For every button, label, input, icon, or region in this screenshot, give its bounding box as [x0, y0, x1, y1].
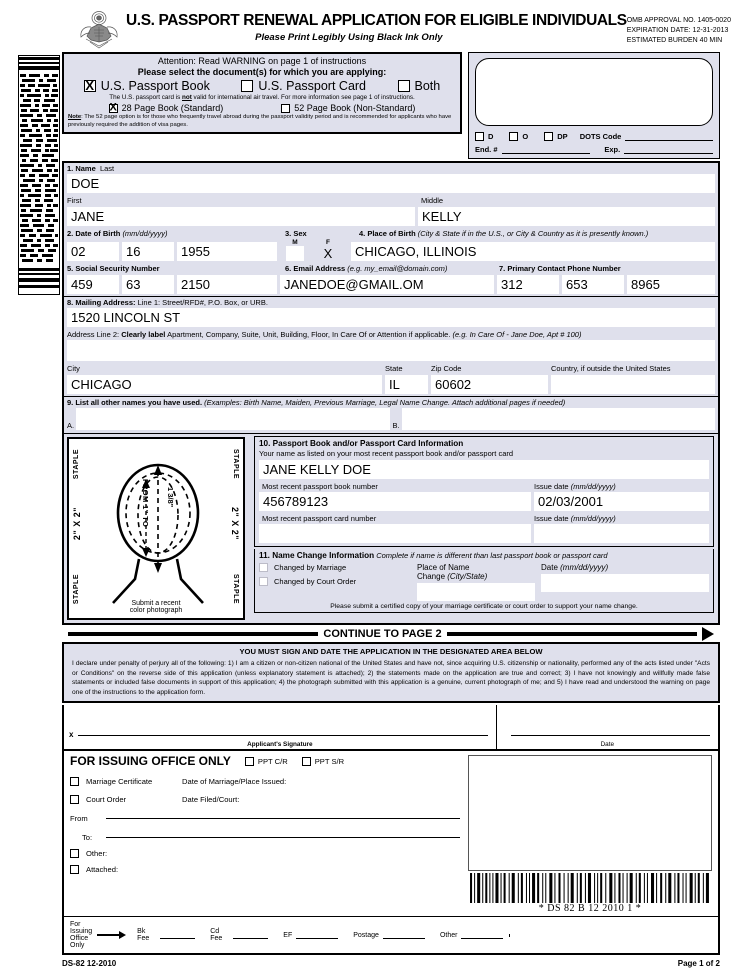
page-subtitle: Please Print Legibly Using Black Ink Only	[255, 32, 443, 43]
date-label-text: Date	[541, 562, 558, 572]
checkbox-passport-card[interactable]	[241, 79, 366, 93]
select-instruction: Please select the document(s) for which you are applying:	[137, 67, 387, 77]
name-change-date-input[interactable]	[541, 574, 709, 592]
marriage-date-label: Date of Marriage/Place Issued:	[182, 777, 287, 787]
exp-label: Exp.	[604, 145, 621, 154]
other-name-a-input[interactable]	[76, 408, 389, 430]
page28-checkbox-icon[interactable]	[109, 104, 118, 113]
addr2-a: Address Line 2:	[67, 329, 122, 339]
court-order-row[interactable]	[70, 795, 460, 804]
dob-month-input[interactable]: 02	[67, 242, 119, 261]
declaration-heading: YOU MUST SIGN AND DATE THE APPLICATION IN THE DESIGNATED AREA BELOW	[239, 647, 543, 656]
ssn-part2-input[interactable]: 63	[122, 275, 174, 294]
changed-by-marriage-checkbox-icon[interactable]	[259, 563, 268, 572]
court-date-label: Date Filed/Court:	[182, 795, 240, 805]
addr2-c: Apartment, Company, Suite, Unit, Building, Floor, In Care Of or Attention if applicable.	[165, 329, 453, 339]
city-label: City	[64, 363, 382, 374]
email-input[interactable]: JANEDOE@GMAIL.OM	[280, 275, 494, 294]
fee-barcode-cell	[509, 934, 718, 937]
dots-dp-checkbox-icon[interactable]	[544, 132, 553, 141]
dob-year-input[interactable]: 1955	[177, 242, 277, 261]
sex-f-input[interactable]: X	[323, 246, 333, 262]
dots-o-label: O	[522, 132, 529, 141]
photo-placeholder-box[interactable]	[67, 437, 245, 620]
attached-row[interactable]	[70, 865, 460, 874]
fee-postage[interactable]	[353, 931, 425, 939]
form-header	[0, 0, 736, 52]
issuing-office-notes-box[interactable]	[468, 755, 712, 871]
applicant-signature-cell[interactable]	[64, 705, 497, 749]
passport-book-checkbox-icon[interactable]	[84, 80, 96, 92]
country-input[interactable]	[551, 375, 715, 394]
form-id: DS-82 12-2010	[62, 959, 117, 968]
page52-checkbox-icon[interactable]	[281, 104, 290, 113]
to-row[interactable]	[70, 833, 460, 842]
fee-ef-label: EF	[283, 931, 293, 939]
page52-label: 52 Page Book (Non-Standard)	[294, 103, 416, 113]
pob-hint: (City & State if in the U.S., or City & Country as it is presently known.)	[417, 228, 649, 238]
mailing-address-label	[64, 296, 718, 308]
from-input-line[interactable]	[106, 818, 460, 819]
phone-label-text: 7. Primary Contact Phone Number	[499, 264, 621, 274]
changed-by-marriage-label: Changed by Marriage	[274, 562, 347, 572]
signature-date-line	[511, 735, 710, 736]
court-order-checkbox-icon[interactable]	[70, 795, 79, 804]
signature-x-mark: x	[69, 730, 74, 740]
page28-label: 28 Page Book (Standard)	[121, 103, 224, 113]
dots-d-checkbox-icon[interactable]	[475, 132, 484, 141]
marriage-certificate-row[interactable]	[70, 777, 460, 786]
other-row[interactable]	[70, 849, 460, 858]
fee-cd[interactable]	[210, 928, 268, 942]
from-row[interactable]	[70, 814, 460, 823]
fee-bk[interactable]	[137, 928, 195, 942]
to-input-line[interactable]	[106, 837, 460, 838]
fee-row	[64, 916, 718, 953]
fee-bk-label: Bk Fee	[137, 928, 150, 943]
marriage-certificate-checkbox-icon[interactable]	[70, 777, 79, 786]
dots-code-label: DOTS Code	[579, 132, 622, 141]
passport-card-note: The U.S. passport card is not valid for international air travel. For more information see page 1 of instructions.	[109, 94, 415, 101]
passport-info-title: 10. Passport Book and/or Passport Card Information	[259, 439, 464, 448]
omb-approval: OMB APPROVAL NO. 1405-0020	[626, 17, 731, 24]
declaration-body: I declare under penalty of perjury all of the following: 1) I am a citizen or non-citizen national of the United States and have not, since acquiring U.S. citizenship or nationality, performed any of the acts listed under "Acts or Conditions" on the reverse side of this application (unless explanatory statement is attached); 2) the statements made on the application are true and correct; 3) I have not knowingly and willfully made false statements or included false documents in support of this application; 4) the photograph submitted with this application is a genuine, current photograph of me; and 5) I have read and understood the warning on page one of the instructions to the application form.	[72, 660, 710, 696]
dob-format-hint: (mm/dd/yyyy)	[122, 228, 168, 238]
book-issue-date-input[interactable]: 02/03/2001	[534, 492, 709, 511]
name-change-hint: Complete if name is different than last passport book or passport card	[376, 551, 608, 561]
passport-and-namechange-column	[254, 434, 718, 623]
fee-prefix-label: For Issuing Office Only	[70, 921, 93, 950]
phone-prefix-input[interactable]: 653	[562, 275, 624, 294]
dots-code-input[interactable]	[625, 133, 713, 141]
city-input[interactable]: CHICAGO	[67, 375, 382, 394]
dots-dp-label: DP	[557, 132, 568, 141]
office-stamp-oval	[475, 58, 713, 126]
checkbox-28-page-book[interactable]	[109, 103, 224, 113]
name-change-date-label	[541, 563, 709, 572]
changed-by-court-row[interactable]	[259, 577, 411, 586]
note-label: Note	[68, 114, 82, 120]
book-number-input[interactable]: 456789123	[259, 492, 531, 511]
phone-area-input[interactable]: 312	[497, 275, 559, 294]
continue-rule-right	[447, 632, 697, 636]
staple-label-tr: STAPLE	[232, 449, 239, 480]
staple-label-tl: STAPLE	[73, 449, 80, 480]
photo-caption-line1: Submit a recent	[131, 600, 181, 607]
ppt-cr-label: PPT C/R	[257, 756, 288, 766]
name-change-title-row	[255, 549, 713, 562]
name-last-text: Last	[99, 164, 115, 173]
us-great-seal-icon	[78, 6, 120, 50]
attention-text: Attention: Read WARNING on page 1 of instructions	[157, 56, 367, 66]
card-issue-date-input[interactable]	[534, 524, 709, 543]
photo-from-text: FROM 1" TO	[141, 479, 150, 528]
declaration-block	[62, 642, 720, 703]
end-number-label: End. #	[475, 145, 498, 154]
dots-code-block	[462, 52, 720, 159]
page-number: Page 1 of 2	[677, 959, 720, 968]
signature-row	[64, 705, 718, 751]
card-issue-label-text: Issue date	[534, 514, 569, 523]
book-issue-hint: (mm/dd/yyyy)	[570, 481, 616, 491]
book-issue-label-text: Issue date	[534, 481, 569, 491]
pob-label	[356, 228, 718, 239]
book-issue-label	[531, 481, 709, 492]
addr2-d: (e.g. In Care Of - Jane Doe, Apt # 100)	[452, 329, 582, 339]
middle-name-input[interactable]: KELLY	[418, 207, 715, 226]
ppt-cr-checkbox-icon[interactable]	[245, 757, 254, 766]
page-title: U.S. PASSPORT RENEWAL APPLICATION FOR ELIGIBLE INDIVIDUALS	[126, 12, 627, 29]
dob-day-input[interactable]: 16	[122, 242, 174, 261]
address-line1-input[interactable]: 1520 LINCOLN ST	[67, 308, 715, 327]
place-of-birth-input[interactable]: CHICAGO, ILLINOIS	[351, 242, 715, 261]
signature-and-office-block	[62, 705, 720, 955]
arrow-right-small-icon	[97, 931, 126, 939]
changed-by-marriage-row[interactable]	[259, 563, 411, 572]
applicant-info-block	[62, 161, 720, 625]
other-label: Other:	[86, 849, 108, 859]
changed-by-court-label: Changed by Court Order	[274, 576, 357, 586]
ssn-label	[64, 263, 282, 274]
checkbox-both[interactable]	[398, 79, 441, 93]
photo-height-text: 1 3/8"	[166, 487, 175, 508]
court-order-label: Court Order	[86, 795, 127, 805]
checkbox-52-page-book[interactable]	[281, 103, 415, 113]
email-label	[282, 263, 496, 274]
sex-m-label: M	[292, 239, 298, 247]
mailing-address-label-rest: Line 1: Street/RFD#, P.O. Box, or URB.	[135, 297, 268, 307]
passport-card-checkbox-icon[interactable]	[241, 80, 253, 92]
to-label: To:	[82, 833, 93, 843]
ssn-label-text: 5. Social Security Number	[67, 264, 160, 274]
signature-line	[78, 735, 488, 736]
passport-card-label: U.S. Passport Card	[258, 79, 367, 93]
from-label: From	[70, 814, 88, 824]
card-issue-label	[531, 513, 709, 524]
other-name-a-label: A.	[67, 421, 75, 430]
middle-name-label: Middle	[418, 195, 718, 206]
card-number-label: Most recent passport card number	[259, 513, 531, 524]
card-number-input[interactable]	[259, 524, 531, 543]
photo-size-left: 2" X 2"	[72, 507, 82, 541]
issuing-office-title: FOR ISSUING OFFICE ONLY	[70, 754, 231, 769]
omb-info	[627, 6, 736, 46]
signature-date-cell[interactable]	[497, 705, 718, 749]
omb-expiration: EXPIRATION DATE: 12-31-2013	[626, 27, 729, 35]
other-name-b-input[interactable]	[402, 408, 715, 430]
other-names-label	[64, 396, 718, 408]
passport-name-input[interactable]: JANE KELLY DOE	[259, 460, 709, 479]
exp-input[interactable]	[624, 146, 713, 154]
card-issue-hint: (mm/dd/yyyy)	[570, 514, 616, 523]
fee-cd-label: Cd Fee	[210, 928, 223, 943]
marriage-certificate-label: Marriage Certificate	[86, 777, 153, 787]
ssn-part1-input[interactable]: 459	[67, 275, 119, 294]
fee-other-label: Other	[439, 931, 458, 939]
name-last-label	[64, 163, 718, 174]
date-hint: (mm/dd/yyyy)	[560, 562, 609, 572]
arrow-right-icon	[702, 627, 714, 641]
end-number-input[interactable]	[502, 146, 591, 154]
changed-by-court-checkbox-icon[interactable]	[259, 577, 268, 586]
barcode-text: * DS 82 B 12 2010 1 *	[538, 903, 642, 915]
book-number-label: Most recent passport book number	[259, 481, 531, 492]
other-name-b-label: B.	[392, 421, 400, 430]
dob-item-number: 2. Date of Birth	[67, 228, 121, 238]
continue-to-page-2-bar	[62, 625, 720, 641]
sex-f-label: F	[326, 239, 330, 247]
place-of-name-change-label	[417, 563, 535, 581]
ppt-sr-row[interactable]	[302, 757, 344, 766]
dots-d-label: D	[488, 132, 494, 141]
sex-m-input[interactable]	[286, 246, 304, 261]
both-label: Both	[414, 79, 441, 93]
form-barcode	[468, 873, 712, 903]
passport-book-label: U.S. Passport Book	[100, 79, 210, 93]
place-label-text: Place of Name Change	[417, 562, 470, 581]
omb-burden: ESTIMATED BURDEN 40 MIN	[626, 37, 723, 45]
signature-date-label: Date	[600, 741, 615, 749]
email-label-text: 6. Email Address	[285, 264, 346, 274]
applicant-signature-label: Applicant's Signature	[247, 741, 313, 749]
form-footer	[0, 955, 736, 968]
name-change-title: 11. Name Change Information	[259, 551, 375, 561]
last-name-input[interactable]: DOE	[67, 174, 715, 193]
staple-label-bl: STAPLE	[73, 573, 80, 604]
checkbox-passport-book[interactable]	[84, 79, 210, 93]
phone-label	[496, 263, 718, 274]
note-text: : The 52 page option is for those who frequently travel abroad during the passport validity period and is recommended for applicants who have previously required the addition of visa pages.	[68, 114, 452, 128]
ppt-sr-label: PPT S/R	[314, 756, 345, 766]
state-input[interactable]: IL	[385, 375, 428, 394]
form-body	[0, 52, 736, 955]
page-option-note	[68, 114, 456, 129]
name-change-footer: Please submit a certified copy of your marriage certificate or court order to support your name change.	[330, 602, 638, 610]
state-label: State	[382, 363, 428, 374]
other-names-hint: (Examples: Birth Name, Maiden, Previous Marriage, Legal Name Change. Attach additional pages if needed)	[204, 397, 566, 407]
email-hint: (e.g. my_email@domain.com)	[347, 264, 448, 274]
address-line2-label	[64, 329, 718, 340]
other-names-label-bold: 9. List all other names you have used.	[67, 397, 203, 407]
issuing-office-block	[64, 751, 718, 916]
addr2-b: Clearly label	[121, 329, 166, 339]
document-select-block	[62, 52, 462, 159]
both-checkbox-icon[interactable]	[398, 80, 410, 92]
name-item-number: 1. Name	[67, 164, 96, 173]
photo-area	[64, 434, 254, 623]
name-change-block	[254, 549, 714, 612]
dots-o-checkbox-icon[interactable]	[509, 132, 518, 141]
continue-rule-left	[68, 632, 318, 636]
ppt-cr-row[interactable]	[245, 757, 288, 766]
ppt-sr-checkbox-icon[interactable]	[302, 757, 311, 766]
photo-caption-line2: color photograph	[129, 607, 183, 614]
sex-item-number: 3. Sex	[285, 228, 307, 238]
address-line2-input[interactable]	[67, 340, 715, 361]
mailing-address-label-bold: 8. Mailing Address:	[67, 297, 136, 307]
ssn-part3-input[interactable]: 2150	[177, 275, 277, 294]
attached-label: Attached:	[86, 865, 119, 875]
other-checkbox-icon[interactable]	[70, 849, 79, 858]
fee-ef[interactable]	[283, 931, 338, 939]
photo-size-right: 2" X 2"	[230, 507, 240, 541]
continue-label: CONTINUE TO PAGE 2	[323, 628, 442, 640]
attached-checkbox-icon[interactable]	[70, 865, 79, 874]
pob-item-number: 4. Place of Birth	[359, 228, 416, 238]
first-name-label: First	[64, 195, 418, 206]
first-name-input[interactable]: JANE	[67, 207, 415, 226]
passport-info-block	[254, 436, 714, 547]
zip-label: Zip Code	[428, 363, 548, 374]
sex-label	[282, 228, 356, 239]
issuing-office-right	[466, 751, 718, 916]
staple-label-br: STAPLE	[232, 573, 239, 604]
fee-other[interactable]	[440, 931, 504, 939]
place-of-name-change-input[interactable]	[417, 583, 535, 601]
phone-line-input[interactable]: 8965	[627, 275, 715, 294]
passport-name-label: Your name as listed on your most recent passport book and/or passport card	[255, 449, 713, 459]
dob-label	[64, 228, 282, 239]
place-hint: (City/State)	[447, 571, 488, 581]
fee-postage-label: Postage	[353, 931, 379, 939]
country-label: Country, if outside the United States	[548, 363, 718, 374]
zip-input[interactable]: 60602	[431, 375, 548, 394]
